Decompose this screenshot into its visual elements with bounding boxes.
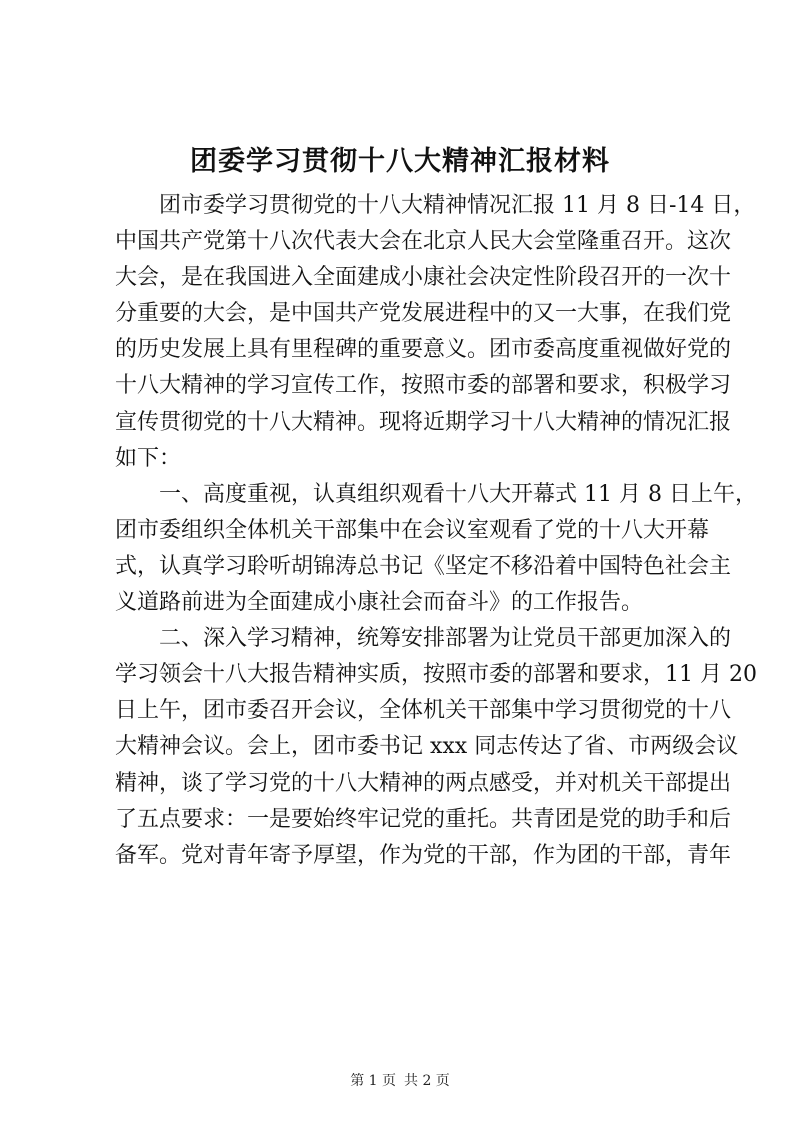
page-total: 共 2 页 [404, 1073, 450, 1089]
text-line: 一、高度重视，认真组织观看十八大开幕式 11 月 8 日上午， [159, 481, 757, 507]
document-title: 团委学习贯彻十八大精神汇报材料 [190, 146, 610, 177]
text-line: 大精神会议。会上，团市委书记 xxx 同志传达了省、市两级会议 [115, 734, 739, 760]
text-line: 精神，谈了学习党的十八大精神的两点感受，并对机关干部提出 [115, 770, 732, 796]
text-line: 宣传贯彻党的十八大精神。现将近期学习十八大精神的情况汇报 [115, 409, 732, 435]
text-line: 义道路前进为全面建成小康社会而奋斗》的工作报告。 [115, 590, 644, 616]
text-line: 二、深入学习精神，统筹安排部署为让党员干部更加深入的 [159, 626, 732, 652]
page-number: 第 1 页 [350, 1073, 396, 1089]
text-line: 式，认真学习聆听胡锦涛总书记《坚定不移沿着中国特色社会主 [115, 553, 732, 579]
text-line: 的历史发展上具有里程碑的重要意义。团市委高度重视做好党的 [115, 337, 732, 363]
text-line: 备军。党对青年寄予厚望，作为党的干部，作为团的干部，青年 [115, 842, 732, 868]
text-line: 中国共产党第十八次代表大会在北京人民大会堂隆重召开。这次 [115, 229, 732, 255]
page-footer [0, 1071, 800, 1091]
text-line: 如下： [115, 445, 182, 471]
text-line: 团市委组织全体机关干部集中在会议室观看了党的十八大开幕 [115, 517, 710, 543]
text-line: 学习领会十八大报告精神实质，按照市委的部署和要求，11 月 20 [115, 662, 757, 688]
document-body [115, 188, 757, 874]
text-line: 大会，是在我国进入全面建成小康社会决定性阶段召开的一次十 [115, 265, 732, 291]
text-line: 日上午，团市委召开会议，全体机关干部集中学习贯彻党的十八 [115, 698, 732, 724]
text-line: 十八大精神的学习宣传工作，按照市委的部署和要求，积极学习 [115, 373, 732, 399]
text-line: 分重要的大会，是中国共产党发展进程中的又一大事，在我们党 [115, 301, 732, 327]
text-line: 团市委学习贯彻党的十八大精神情况汇报 11 月 8 日-14 日， [159, 193, 756, 218]
text-line: 了五点要求：一是要始终牢记党的重托。共青团是党的助手和后 [115, 806, 732, 832]
